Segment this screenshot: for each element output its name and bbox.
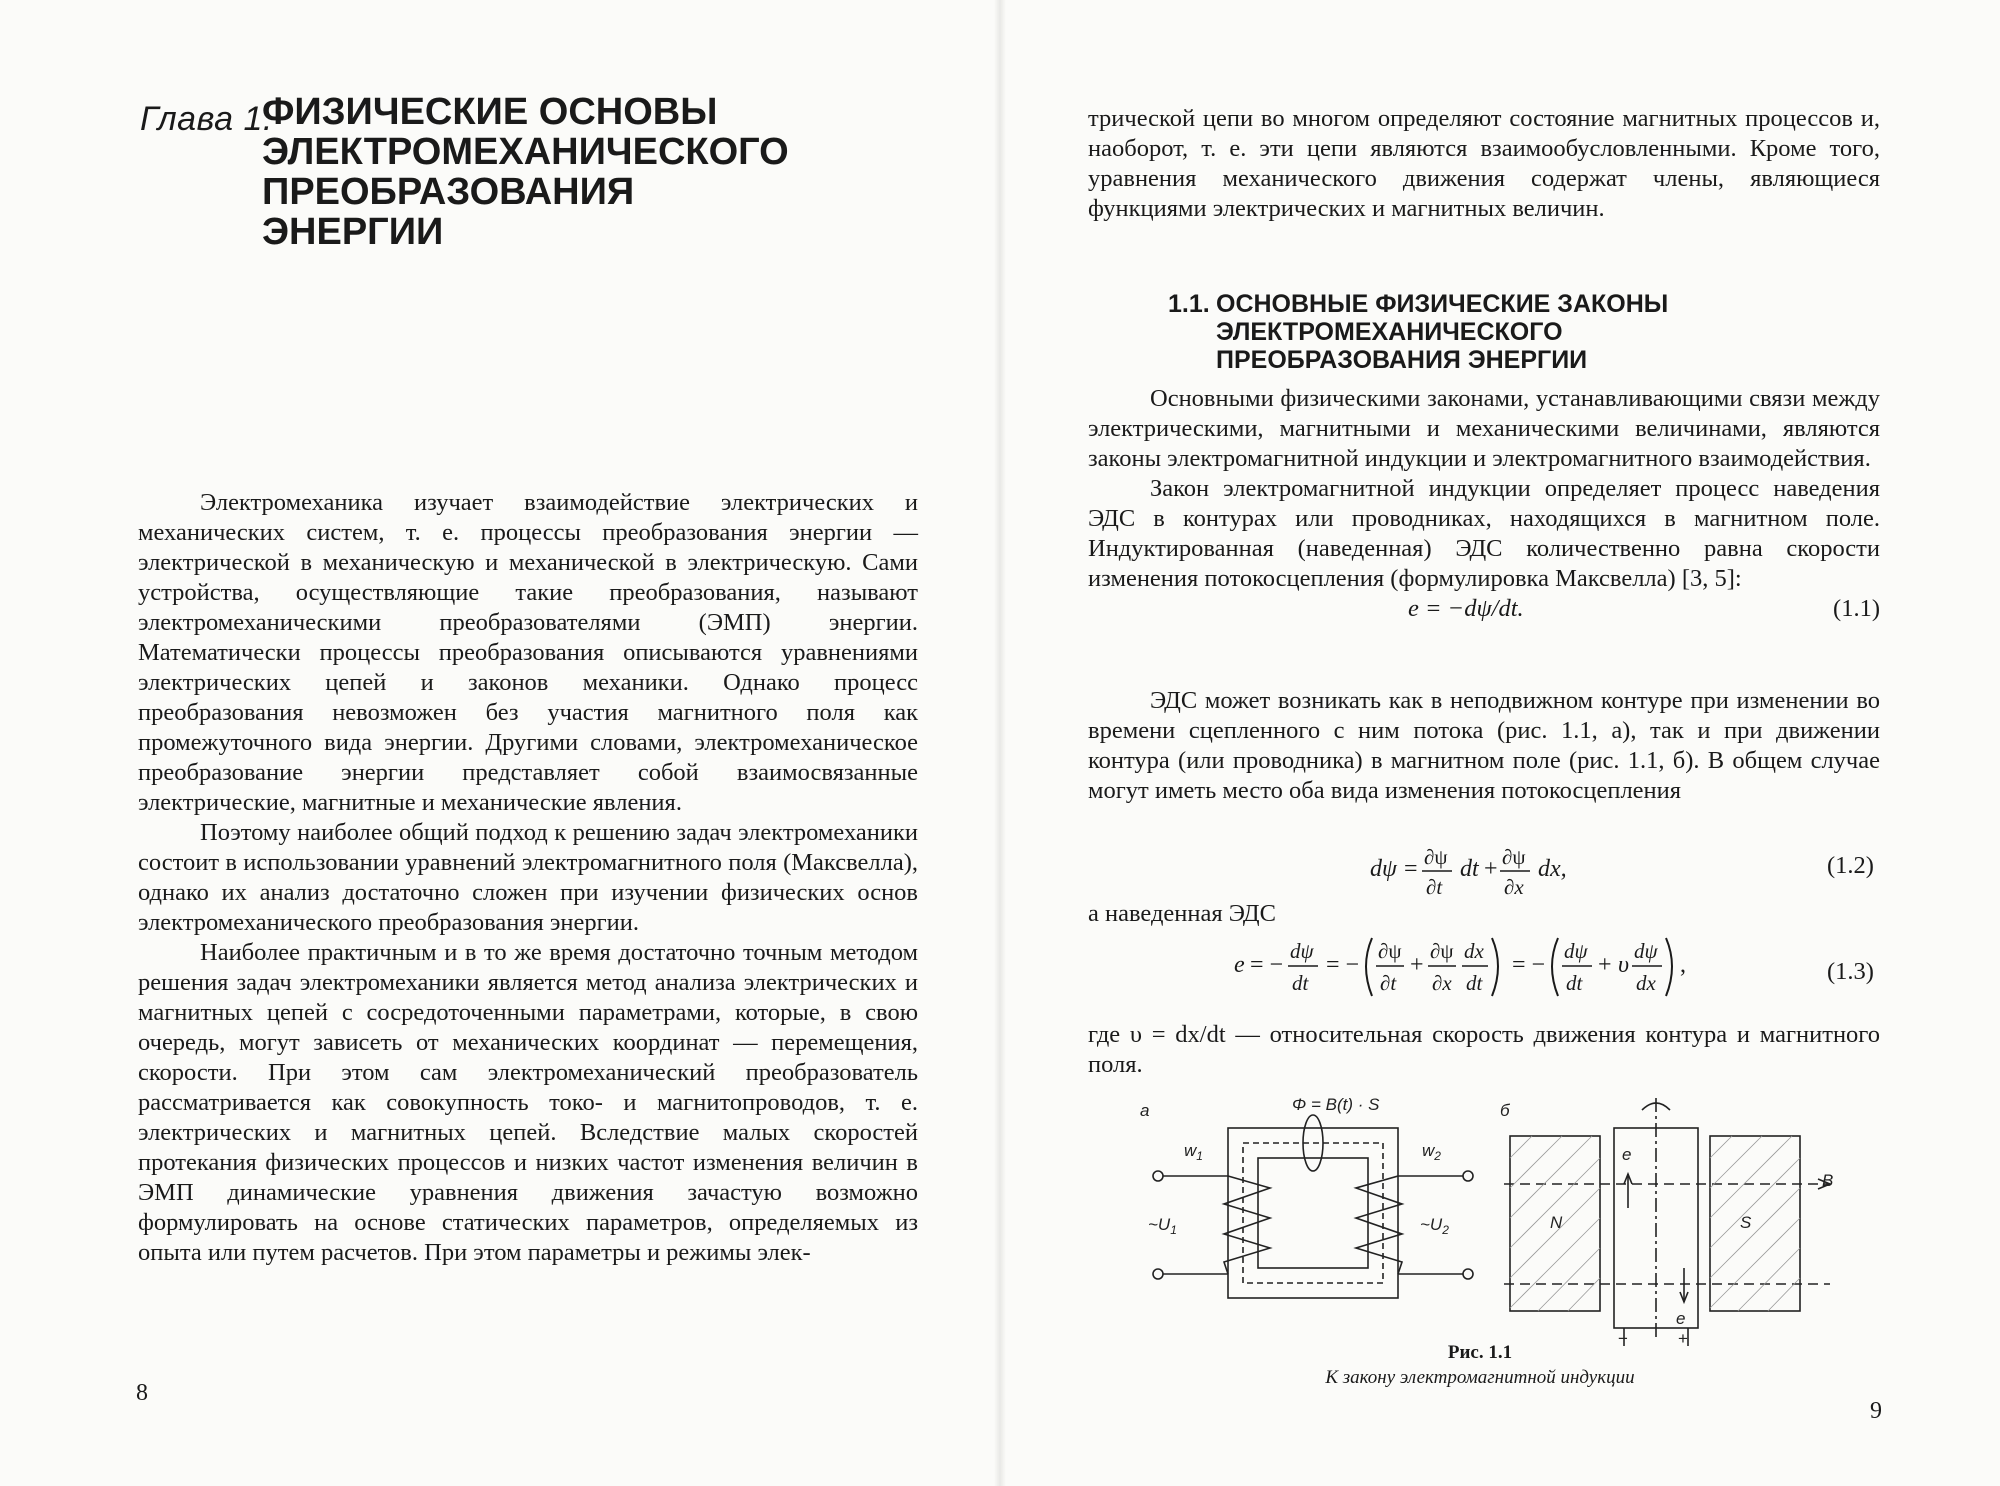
svg-text:∂x: ∂x xyxy=(1432,971,1452,995)
svg-text:∂ψ: ∂ψ xyxy=(1502,848,1526,869)
left-body-text xyxy=(138,488,918,1268)
equation-body: e = −dψ/dt. xyxy=(1408,595,1524,622)
fig-b-label: B xyxy=(1822,1171,1834,1190)
paragraph: ЭДС может возникать как в неподвижном контуре при изменении во времени сцепленного с ним потока (рис. 1.1, а), так и при движении контура (или проводника) в магнитном поле (рис. 1.1, б). В общем случае могут иметь место оба вида изменения потокосцепления xyxy=(1088,687,1880,804)
paragraph: Основными физическими законами, устанавливающими связи между электрическими, магнитными и механическими величинами, являются законы электромагнитной индукции и электромагнитного взаимодействия. xyxy=(1088,385,1880,472)
fig-w2: w xyxy=(1422,1141,1435,1160)
figure-1-1 xyxy=(1130,1088,1860,1348)
equation-1-3 xyxy=(1230,932,1760,1004)
svg-text:+: + xyxy=(1410,952,1424,978)
terminal xyxy=(1153,1171,1163,1181)
chapter-title-line: ФИЗИЧЕСКИЕ ОСНОВЫ xyxy=(262,91,718,133)
svg-text:~U1 xyxy=(1148,1215,1177,1237)
fig-w1: w xyxy=(1184,1141,1197,1160)
svg-text:dψ: dψ xyxy=(1564,939,1588,963)
right-body-text-2 xyxy=(1088,686,1880,806)
section-title xyxy=(1216,290,1856,374)
fig-w1-sub: 1 xyxy=(1196,1149,1203,1163)
svg-text:dψ: dψ xyxy=(1634,939,1658,963)
fig-u1: ~U xyxy=(1148,1215,1171,1234)
chapter-title xyxy=(262,92,789,252)
fig-e-top: e xyxy=(1622,1145,1632,1164)
svg-text:= −: = − xyxy=(1326,952,1360,978)
svg-text:υ: υ xyxy=(1618,952,1630,978)
chapter-label: Глава 1. xyxy=(140,100,273,138)
fig-w2-sub: 2 xyxy=(1434,1149,1441,1163)
svg-text:∂ψ: ∂ψ xyxy=(1378,939,1402,963)
fig-plus: + xyxy=(1678,1329,1688,1348)
right-body-text xyxy=(1088,384,1880,624)
svg-text:w2 xyxy=(1422,1141,1441,1163)
page-number-right: 9 xyxy=(1870,1398,1882,1424)
terminal xyxy=(1153,1269,1163,1279)
pole-s xyxy=(1710,1136,1800,1311)
chapter-title-line: ЭНЕРГИИ xyxy=(262,211,444,253)
svg-text:e: e xyxy=(1234,952,1245,978)
paragraph: Электромеханика изучает взаимодействие электрических и механических систем, т. е. процессы преобразования энергии — электрической в механическую и механической в электрическую. Сами устройства, осуществляющие такие преобразования, называют электромеханическими преобразователями (ЭМП) энергии. Математически процессы преобразования описываются уравнениями электрических цепей и законов механики. Однако процесс преобразования невозможен без участия магнитного поля как промежуточного вида энергии. Другими словами, электромеханическое преобразование энергии представляет собой взаимосвязанные электрические, магнитные и механические явления. xyxy=(138,489,918,816)
svg-text:dt: dt xyxy=(1460,856,1479,882)
terminal xyxy=(1463,1171,1473,1181)
caption-title: Рис. 1.1 xyxy=(1447,1342,1513,1363)
paragraph: трической цепи во многом определяют состояние магнитных процессов и, наоборот, т. е. эти цепи являются взаимообусловленными. Кроме того, уравнения механического движения содержат члены, являющиеся функциями электрических и магнитных величин. xyxy=(1088,105,1880,222)
svg-text:dx: dx xyxy=(1464,939,1484,963)
paragraph: где υ = dx/dt — относительная скорость движения контура и магнитного поля. xyxy=(1088,1021,1880,1078)
fig-minus: − xyxy=(1618,1329,1628,1348)
svg-text:∂x: ∂x xyxy=(1504,875,1524,899)
svg-text:= −: = − xyxy=(1250,952,1284,978)
svg-text:∂ψ: ∂ψ xyxy=(1430,939,1454,963)
book-gutter xyxy=(994,0,1006,1486)
equation-number: (1.1) xyxy=(1833,595,1880,622)
svg-text:dx,: dx, xyxy=(1538,856,1567,882)
fig-label-a: а xyxy=(1140,1101,1150,1120)
fig-e-bottom: e xyxy=(1676,1309,1686,1328)
page-number-left: 8 xyxy=(136,1380,148,1406)
svg-text:dt: dt xyxy=(1466,971,1483,995)
svg-text:= −: = − xyxy=(1512,952,1546,978)
svg-text:∂t: ∂t xyxy=(1426,875,1443,899)
fig-flux-label: Φ = B(t) · S xyxy=(1292,1095,1380,1114)
figure-caption xyxy=(1250,1340,1710,1390)
section-number: 1.1. xyxy=(1168,290,1210,318)
svg-text:∂t: ∂t xyxy=(1380,971,1397,995)
equation-1-2 xyxy=(1360,848,1620,908)
section-title-line: ЭЛЕКТРОМЕХАНИЧЕСКОГО xyxy=(1216,318,1563,346)
svg-text:dt: dt xyxy=(1292,971,1309,995)
svg-text:+: + xyxy=(1484,856,1498,882)
continuation-text xyxy=(1088,104,1880,224)
fig-u1-sub: 1 xyxy=(1170,1223,1177,1237)
paragraph: Закон электромагнитной индукции определяет процесс наведения ЭДС в контурах или проводниках, находящихся в магнитном поле. Индуктированная (наведенная) ЭДС количественно равна скорости изменения потокосцепления (формулировка Максвелла) [3, 5]: xyxy=(1088,475,1880,592)
caption-text: К закону электромагнитной индукции xyxy=(1325,1367,1635,1388)
equation-number: (1.2) xyxy=(1827,852,1874,879)
svg-text:~U2 xyxy=(1420,1215,1449,1237)
fig-label-b: б xyxy=(1500,1101,1510,1120)
svg-text:dψ: dψ xyxy=(1290,939,1314,963)
paragraph: а наведенная ЭДС xyxy=(1088,900,1276,927)
section-title-line: ПРЕОБРАЗОВАНИЯ ЭНЕРГИИ xyxy=(1216,346,1588,374)
fig-pole-s: S xyxy=(1740,1213,1752,1232)
flux-path xyxy=(1243,1143,1383,1283)
svg-text:dt: dt xyxy=(1566,971,1583,995)
svg-text:dψ: dψ xyxy=(1370,856,1397,882)
svg-text:,: , xyxy=(1680,952,1686,978)
terminal xyxy=(1463,1269,1473,1279)
svg-text:=: = xyxy=(1404,856,1418,882)
svg-text:dx: dx xyxy=(1636,971,1656,995)
fig-pole-n: N xyxy=(1550,1213,1563,1232)
section-title-line: ОСНОВНЫЕ ФИЗИЧЕСКИЕ ЗАКОНЫ xyxy=(1216,290,1669,318)
svg-text:∂ψ: ∂ψ xyxy=(1424,848,1448,869)
svg-text:+: + xyxy=(1598,952,1612,978)
paragraph: Наиболее практичным и в то же время достаточно точным методом решения задач электромеханики является метод анализа электрических и магнитных цепей с сосредоточенными параметрами, которые, в свою очередь, могут зависеть от механических координат — перемещения, скорости. При этом сам электромеханический преобразователь рассматривается как совокупность токо- и магнитопроводов, т. е. электрических и магнитных цепей. Вследствие малых скоростей протекания физических процессов и низких частот изменения величин в ЭМП динамические уравнения движения зачастую возможно формулировать на основе статических параметров, определяемых из опыта или путем расчетов. При этом параметры и режимы элек- xyxy=(138,939,918,1266)
paragraph: Поэтому наиболее общий подход к решению задач электромеханики состоит в использовании уравнений электромагнитного поля (Максвелла), однако их анализ достаточно сложен при изучении физических основ электромеханического преобразования энергии. xyxy=(138,819,918,936)
winding-w1 xyxy=(1224,1176,1270,1274)
core-inner xyxy=(1258,1158,1368,1268)
svg-text:w1 xyxy=(1184,1141,1203,1163)
chapter-title-line: ПРЕОБРАЗОВАНИЯ xyxy=(262,171,635,213)
equation-1-1 xyxy=(1088,594,1880,624)
chapter-title-line: ЭЛЕКТРОМЕХАНИЧЕСКОГО xyxy=(262,131,789,173)
fig-u2: ~U xyxy=(1420,1215,1443,1234)
winding-w2 xyxy=(1356,1176,1402,1274)
equation-number: (1.3) xyxy=(1827,958,1874,985)
fig-u2-sub: 2 xyxy=(1442,1223,1449,1237)
